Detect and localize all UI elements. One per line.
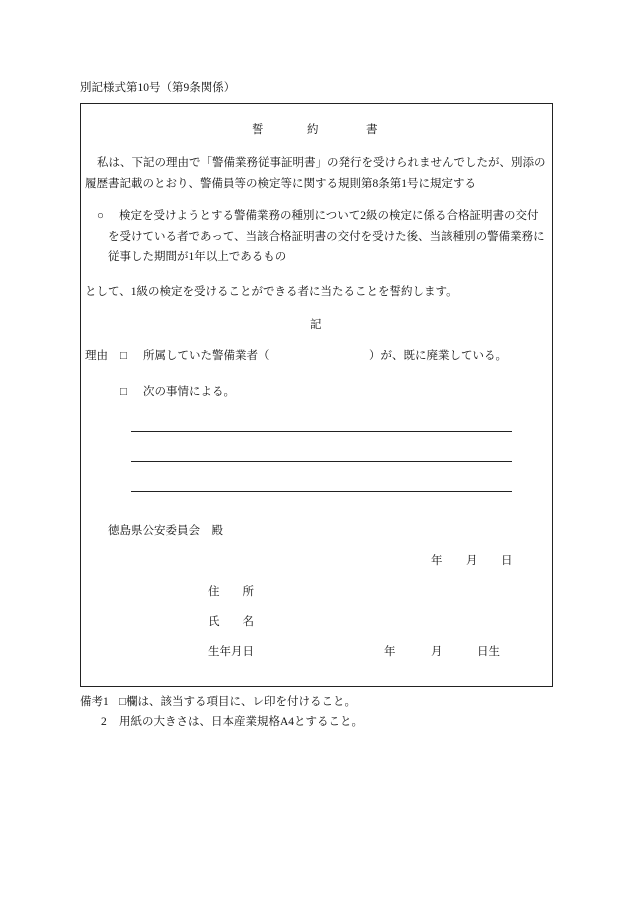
remark-text: □欄は、該当する項目に、レ印を付けること。: [119, 696, 356, 708]
reason-defunct-text-before: 所属していた警備業者（: [143, 350, 270, 362]
condition-line: を受けている者であって、当該合格証明書の交付を受けた後、当該種別の警備業務に: [108, 231, 545, 243]
date-day-label: 日: [501, 555, 513, 567]
date-year-label: 年: [431, 555, 443, 567]
reason-defunct-text-after: ）が、既に廃業している。: [369, 350, 507, 362]
recipient-line: 徳島県公安委員会 殿: [108, 525, 223, 537]
reason-detail-line: [131, 431, 512, 432]
form-title-char: 約: [307, 124, 319, 136]
pledge-statement: として、1級の検定を受けることができる者に当たることを誓約します。: [85, 286, 458, 298]
birth-day-label: 日生: [477, 646, 500, 658]
intro-line: 私は、下記の理由で「警備業務従事証明書」の発行を受けられませんでしたが、別添の: [97, 157, 546, 169]
condition-line: 検定を受けようとする警備業務の種別について2級の検定に係る合格証明書の交付: [119, 210, 539, 222]
remark-text: 用紙の大きさは、日本産業規格A4とすること。: [119, 716, 364, 728]
form-number: 別記様式第10号（第9条関係）: [80, 82, 236, 94]
intro-line: 履歴書記載のとおり、警備員等の検定等に関する規則第8条第1号に規定する: [85, 178, 476, 190]
remark-label: 備考1: [80, 696, 109, 708]
address-label: 住 所: [208, 586, 254, 598]
form-title-char: 書: [366, 124, 378, 136]
reason-other-text: 次の事情による。: [143, 386, 235, 398]
pledge-form-frame: [80, 103, 553, 687]
condition-bullet: ○: [97, 210, 104, 222]
remark-label: 2: [101, 716, 107, 728]
reason-detail-line: [131, 491, 512, 492]
reason-label: 理由: [85, 350, 108, 362]
date-month-label: 月: [466, 555, 478, 567]
condition-line: 従事した期間が1年以上であるもの: [108, 251, 287, 263]
reason-detail-line: [131, 461, 512, 462]
birth-month-label: 月: [431, 646, 443, 658]
name-label: 氏 名: [208, 616, 254, 628]
reason-checkbox-other: □: [120, 386, 127, 398]
birth-date-label: 生年月日: [208, 646, 254, 658]
record-heading: 記: [310, 319, 322, 331]
reason-checkbox-defunct: □: [120, 350, 127, 362]
form-title-char: 誓: [252, 124, 264, 136]
birth-year-label: 年: [384, 646, 396, 658]
